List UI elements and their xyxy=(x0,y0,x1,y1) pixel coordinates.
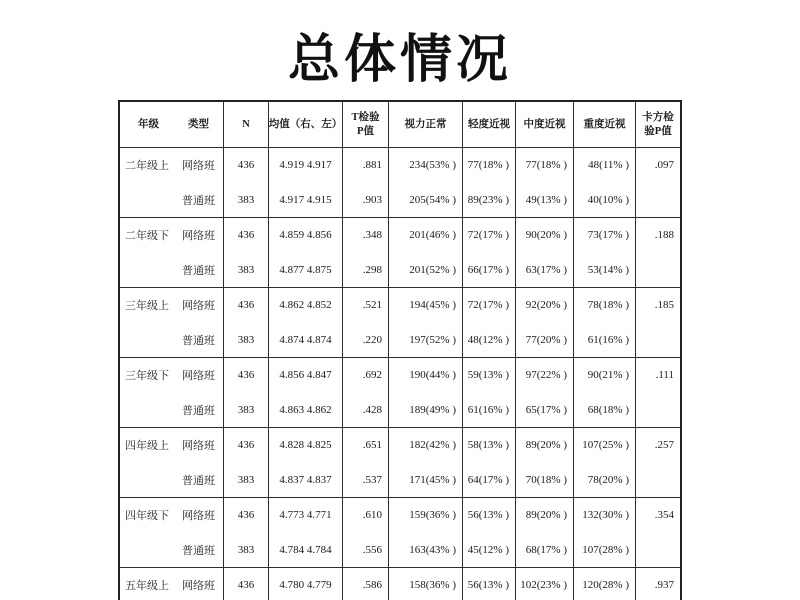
header-chi-line1: 卡方检 xyxy=(642,111,674,123)
severe-count: 40(10% ) xyxy=(587,193,629,206)
grade-type-cell xyxy=(120,218,224,287)
severe-count: 53(14% ) xyxy=(587,263,629,276)
n-cell xyxy=(224,498,269,567)
severe-cell xyxy=(574,568,636,600)
n-value: 383 xyxy=(237,473,255,486)
mean-value: 4.837 4.837 xyxy=(279,473,332,486)
t-p-cell xyxy=(343,498,389,567)
header-chi-line2: 验P值 xyxy=(644,125,672,137)
severe-count: 107(25% ) xyxy=(582,439,629,452)
normal-cell xyxy=(389,498,463,567)
mild-cell xyxy=(463,358,516,427)
normal-cell xyxy=(389,218,463,287)
chi-p-value: .111 xyxy=(655,369,674,382)
class-type-label: 网络班 xyxy=(182,580,215,593)
class-type-label: 网络班 xyxy=(182,230,215,243)
grade-type-cell xyxy=(120,148,224,217)
header-type: 类型 xyxy=(188,118,209,130)
class-type-label: 网络班 xyxy=(182,300,215,313)
table-header-row xyxy=(120,102,680,148)
class-type-label: 网络班 xyxy=(182,510,215,523)
grade-label: 三年级上 xyxy=(125,300,169,313)
mild-count: 64(17% ) xyxy=(467,473,509,486)
chi-p-value: .257 xyxy=(654,439,674,452)
t-p-cell xyxy=(343,148,389,217)
mean-value: 4.919 4.917 xyxy=(279,159,332,172)
normal-cell xyxy=(389,288,463,357)
severe-count: 78(20% ) xyxy=(587,473,629,486)
header-chi-square xyxy=(636,102,680,147)
normal-count: 182(42% ) xyxy=(409,439,456,452)
moderate-count: 89(20% ) xyxy=(525,509,567,522)
overall-table xyxy=(118,100,682,600)
mean-cell xyxy=(269,498,343,567)
moderate-count: 77(20% ) xyxy=(525,333,567,346)
mild-count: 72(17% ) xyxy=(467,229,509,242)
t-p-cell xyxy=(343,358,389,427)
t-p-value: .298 xyxy=(362,263,382,276)
grade-group-row xyxy=(120,288,680,358)
t-p-value: .586 xyxy=(362,579,382,592)
grade-group-row xyxy=(120,428,680,498)
header-n: N xyxy=(224,102,269,147)
n-cell xyxy=(224,358,269,427)
normal-count: 189(49% ) xyxy=(409,403,456,416)
mild-count: 56(13% ) xyxy=(467,579,509,592)
t-p-value: .521 xyxy=(362,299,382,312)
header-normal-vision: 视力正常 xyxy=(389,102,463,147)
chi-p-cell xyxy=(636,428,680,497)
header-mean: 均值（右、左） xyxy=(269,102,343,147)
n-cell xyxy=(224,428,269,497)
header-t-test xyxy=(343,102,389,147)
severe-cell xyxy=(574,218,636,287)
class-type-label: 网络班 xyxy=(182,440,215,453)
moderate-count: 92(20% ) xyxy=(525,299,567,312)
severe-cell xyxy=(574,288,636,357)
n-value: 436 xyxy=(237,229,255,242)
moderate-cell xyxy=(516,148,574,217)
mild-count: 77(18% ) xyxy=(467,159,509,172)
normal-cell xyxy=(389,428,463,497)
class-type-label: 普通班 xyxy=(182,404,215,417)
mean-value: 4.859 4.856 xyxy=(279,229,332,242)
header-t-test-line1: T检验 xyxy=(351,111,380,123)
severe-count: 73(17% ) xyxy=(587,229,629,242)
mild-cell xyxy=(463,218,516,287)
t-p-value: .220 xyxy=(362,333,382,346)
moderate-count: 97(22% ) xyxy=(525,369,567,382)
severe-count: 90(21% ) xyxy=(587,369,629,382)
moderate-count: 90(20% ) xyxy=(525,229,567,242)
chi-p-value: .937 xyxy=(654,579,674,592)
mean-cell xyxy=(269,218,343,287)
mean-value: 4.828 4.825 xyxy=(279,439,332,452)
moderate-count: 102(23% ) xyxy=(520,579,567,592)
moderate-cell xyxy=(516,218,574,287)
grade-type-cell xyxy=(120,568,224,600)
mean-cell xyxy=(269,148,343,217)
header-grade: 年级 xyxy=(138,118,159,130)
normal-count: 201(46% ) xyxy=(409,229,456,242)
n-value: 383 xyxy=(237,263,255,276)
normal-cell xyxy=(389,568,463,600)
chi-p-cell xyxy=(636,358,680,427)
t-p-value: .651 xyxy=(362,439,382,452)
n-cell xyxy=(224,568,269,600)
mild-count: 61(16% ) xyxy=(467,403,509,416)
mild-cell xyxy=(463,288,516,357)
mild-cell xyxy=(463,148,516,217)
n-value: 436 xyxy=(237,299,255,312)
mean-cell xyxy=(269,288,343,357)
class-type-label: 普通班 xyxy=(182,194,215,207)
n-value: 436 xyxy=(237,439,255,452)
header-t-test-line2: P值 xyxy=(357,125,374,137)
mean-value: 4.874 4.874 xyxy=(279,333,332,346)
class-type-label: 普通班 xyxy=(182,334,215,347)
normal-count: 201(52% ) xyxy=(409,263,456,276)
moderate-cell xyxy=(516,358,574,427)
page-title: 总体情况 xyxy=(287,32,512,89)
mild-count: 56(13% ) xyxy=(467,509,509,522)
class-type-label: 网络班 xyxy=(182,160,215,173)
chi-p-value: .097 xyxy=(654,159,674,172)
t-p-value: .556 xyxy=(362,543,382,556)
mean-value: 4.863 4.862 xyxy=(279,403,332,416)
mild-count: 48(12% ) xyxy=(467,333,509,346)
n-value: 436 xyxy=(237,509,255,522)
normal-count: 194(45% ) xyxy=(409,299,456,312)
severe-count: 120(28% ) xyxy=(582,579,629,592)
chi-p-cell xyxy=(636,218,680,287)
normal-cell xyxy=(389,148,463,217)
class-type-label: 网络班 xyxy=(182,370,215,383)
grade-label: 四年级下 xyxy=(125,510,169,523)
chi-p-cell xyxy=(636,498,680,567)
mean-value: 4.917 4.915 xyxy=(279,193,332,206)
severe-cell xyxy=(574,148,636,217)
n-value: 436 xyxy=(237,159,255,172)
severe-count: 68(18% ) xyxy=(587,403,629,416)
n-cell xyxy=(224,148,269,217)
chi-p-value: .185 xyxy=(654,299,674,312)
header-grade-type-cell xyxy=(120,102,224,147)
normal-count: 234(53% ) xyxy=(409,159,456,172)
grade-group-row xyxy=(120,358,680,428)
normal-cell xyxy=(389,358,463,427)
header-moderate-myopia: 中度近视 xyxy=(516,102,574,147)
mean-value: 4.784 4.784 xyxy=(279,543,332,556)
header-severe-myopia: 重度近视 xyxy=(574,102,636,147)
t-p-value: .348 xyxy=(362,229,382,242)
mean-cell xyxy=(269,358,343,427)
mild-count: 89(23% ) xyxy=(467,193,509,206)
severe-cell xyxy=(574,498,636,567)
chi-p-value: .354 xyxy=(654,509,674,522)
mean-value: 4.780 4.779 xyxy=(279,579,332,592)
mean-cell xyxy=(269,568,343,600)
normal-count: 197(52% ) xyxy=(409,333,456,346)
class-type-label: 普通班 xyxy=(182,474,215,487)
grade-label: 五年级上 xyxy=(125,580,169,593)
severe-count: 132(30% ) xyxy=(582,509,629,522)
mild-cell xyxy=(463,568,516,600)
normal-count: 190(44% ) xyxy=(409,369,456,382)
mild-count: 72(17% ) xyxy=(467,299,509,312)
class-type-label: 普通班 xyxy=(182,264,215,277)
n-value: 383 xyxy=(237,403,255,416)
severe-cell xyxy=(574,358,636,427)
grade-type-cell xyxy=(120,358,224,427)
mean-value: 4.877 4.875 xyxy=(279,263,332,276)
n-value: 383 xyxy=(237,193,255,206)
severe-count: 61(16% ) xyxy=(587,333,629,346)
moderate-count: 77(18% ) xyxy=(525,159,567,172)
grade-group-row xyxy=(120,148,680,218)
n-value: 436 xyxy=(237,579,255,592)
normal-count: 159(36% ) xyxy=(409,509,456,522)
n-cell xyxy=(224,218,269,287)
n-value: 436 xyxy=(237,369,255,382)
t-p-cell xyxy=(343,568,389,600)
moderate-count: 68(17% ) xyxy=(525,543,567,556)
severe-count: 78(18% ) xyxy=(587,299,629,312)
moderate-count: 49(13% ) xyxy=(525,193,567,206)
t-p-value: .537 xyxy=(362,473,382,486)
moderate-cell xyxy=(516,288,574,357)
chi-p-cell xyxy=(636,288,680,357)
moderate-count: 70(18% ) xyxy=(525,473,567,486)
mild-count: 66(17% ) xyxy=(467,263,509,276)
severe-count: 48(11% ) xyxy=(588,159,629,172)
n-cell xyxy=(224,288,269,357)
n-value: 383 xyxy=(237,543,255,556)
severe-count: 107(28% ) xyxy=(582,543,629,556)
t-p-value: .903 xyxy=(362,193,382,206)
t-p-cell xyxy=(343,288,389,357)
mild-count: 59(13% ) xyxy=(467,369,509,382)
chi-p-cell xyxy=(636,568,680,600)
chi-p-value: .188 xyxy=(654,229,674,242)
moderate-cell xyxy=(516,498,574,567)
mean-cell xyxy=(269,428,343,497)
mild-count: 45(12% ) xyxy=(467,543,509,556)
moderate-count: 63(17% ) xyxy=(525,263,567,276)
normal-count: 163(43% ) xyxy=(409,543,456,556)
t-p-value: .881 xyxy=(362,159,382,172)
mean-value: 4.773 4.771 xyxy=(279,509,332,522)
moderate-count: 65(17% ) xyxy=(525,403,567,416)
mean-value: 4.856 4.847 xyxy=(279,369,332,382)
t-p-cell xyxy=(343,218,389,287)
severe-cell xyxy=(574,428,636,497)
normal-count: 205(54% ) xyxy=(409,193,456,206)
t-p-cell xyxy=(343,428,389,497)
n-value: 383 xyxy=(237,333,255,346)
normal-count: 158(36% ) xyxy=(409,579,456,592)
moderate-cell xyxy=(516,568,574,600)
header-mild-myopia: 轻度近视 xyxy=(463,102,516,147)
grade-label: 三年级下 xyxy=(125,370,169,383)
moderate-cell xyxy=(516,428,574,497)
moderate-count: 89(20% ) xyxy=(525,439,567,452)
chi-p-cell xyxy=(636,148,680,217)
t-p-value: .428 xyxy=(362,403,382,416)
grade-type-cell xyxy=(120,428,224,497)
grade-type-cell xyxy=(120,288,224,357)
mean-value: 4.862 4.852 xyxy=(279,299,332,312)
mild-count: 58(13% ) xyxy=(467,439,509,452)
grade-group-row xyxy=(120,218,680,288)
grade-label: 二年级上 xyxy=(125,160,169,173)
t-p-value: .692 xyxy=(362,369,382,382)
mild-cell xyxy=(463,428,516,497)
class-type-label: 普通班 xyxy=(182,544,215,557)
t-p-value: .610 xyxy=(362,509,382,522)
grade-type-cell xyxy=(120,498,224,567)
normal-count: 171(45% ) xyxy=(409,473,456,486)
grade-group-row xyxy=(120,568,680,600)
grade-group-row xyxy=(120,498,680,568)
grade-label: 四年级上 xyxy=(125,440,169,453)
grade-label: 二年级下 xyxy=(125,230,169,243)
mild-cell xyxy=(463,498,516,567)
